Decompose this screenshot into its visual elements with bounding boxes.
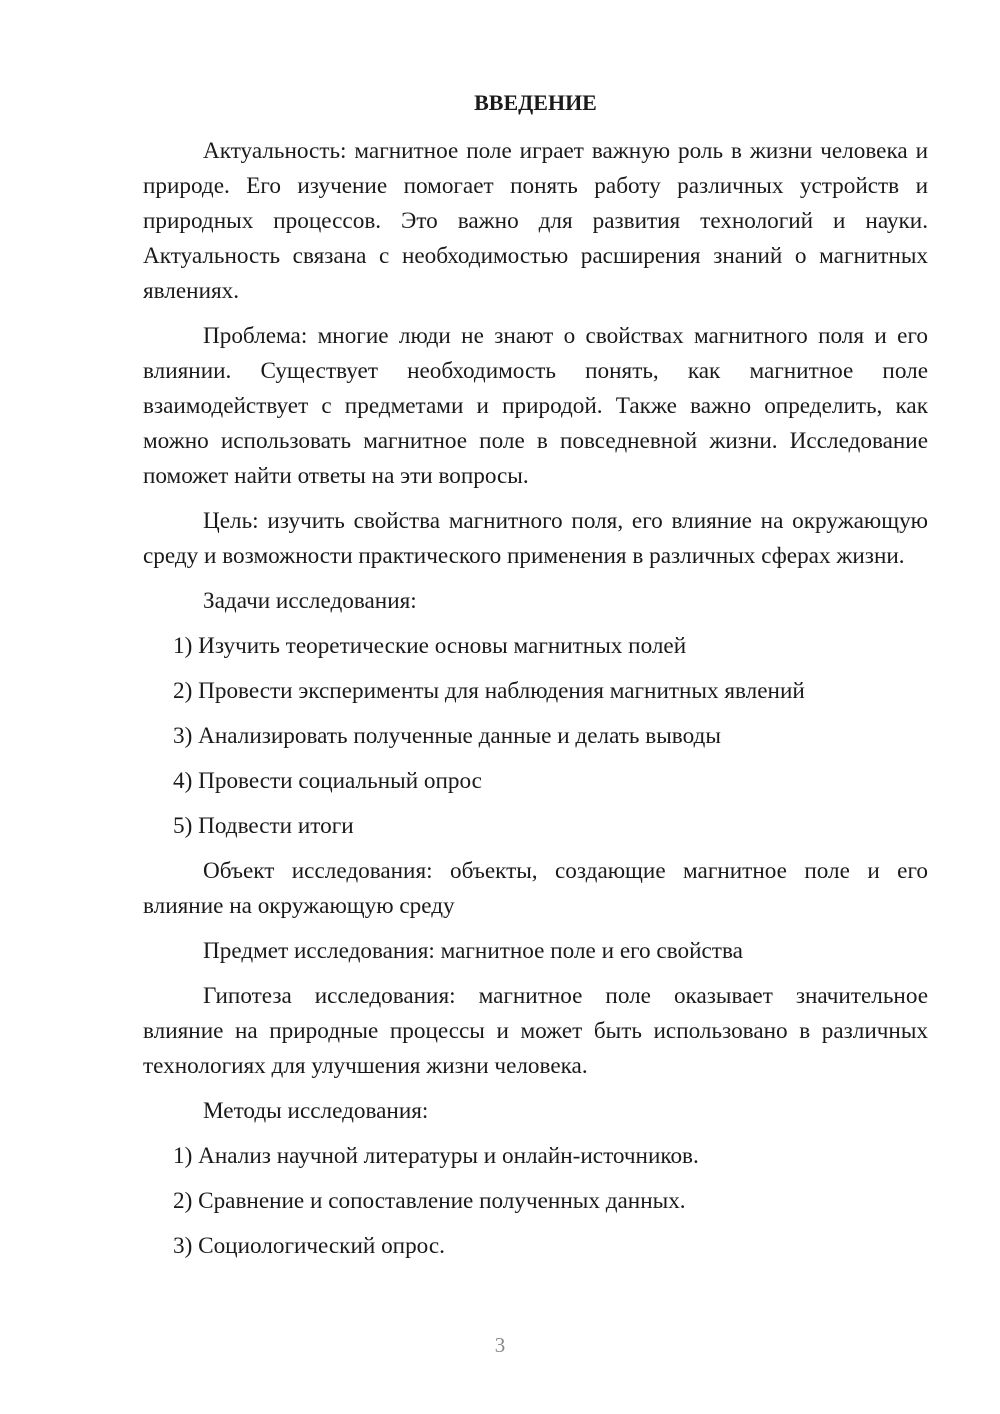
list-item: 5) Подвести итоги (173, 813, 354, 839)
page-number: 3 (494, 1333, 506, 1357)
list-item: 3) Социологический опрос. (173, 1233, 445, 1259)
section-heading: ВВЕДЕНИЕ (474, 90, 597, 115)
relevance-paragraph: Актуальность: магнитное поле играет важную роль в жизни человека и природе. Его изучение помогает понять работу различных устройств и природных процессов. Это важно для развития технологий и науки. Актуальность связана с необходимостью расширения знаний о магнитных явлениях. (143, 138, 928, 304)
subject-paragraph: Предмет исследования: магнитное поле и его свойства (203, 938, 743, 964)
methods-title: Методы исследования: (203, 1098, 429, 1124)
object-paragraph: Объект исследования: объекты, создающие магнитное поле и его влияние на окружающую среду (143, 858, 928, 919)
list-item: 1) Анализ научной литературы и онлайн-источников. (173, 1143, 699, 1169)
hypothesis-paragraph: Гипотеза исследования: магнитное поле оказывает значительное влияние на природные процессы и может быть использовано в различных технологиях для улучшения жизни человека. (143, 983, 928, 1079)
list-item: 2) Сравнение и сопоставление полученных данных. (173, 1188, 686, 1214)
methods-list (143, 1139, 928, 1264)
tasks-list (143, 629, 928, 844)
tasks-title: Задачи исследования: (203, 588, 417, 614)
list-item: 2) Провести эксперименты для наблюдения магнитных явлений (173, 678, 805, 704)
list-item: 4) Провести социальный опрос (173, 768, 482, 794)
document-page (143, 92, 928, 1274)
problem-paragraph: Проблема: многие люди не знают о свойствах магнитного поля и его влиянии. Существует необходимость понять, как магнитное поле взаимодействует с предметами и природой. Также важно определить, как можно использовать магнитное поле в повседневной жизни. Исследование поможет найти ответы на эти вопросы. (143, 323, 928, 489)
list-item: 3) Анализировать полученные данные и делать выводы (173, 723, 721, 749)
list-item: 1) Изучить теоретические основы магнитных полей (173, 633, 687, 659)
goal-paragraph: Цель: изучить свойства магнитного поля, его влияние на окружающую среду и возможности практического применения в различных сферах жизни. (143, 508, 928, 569)
